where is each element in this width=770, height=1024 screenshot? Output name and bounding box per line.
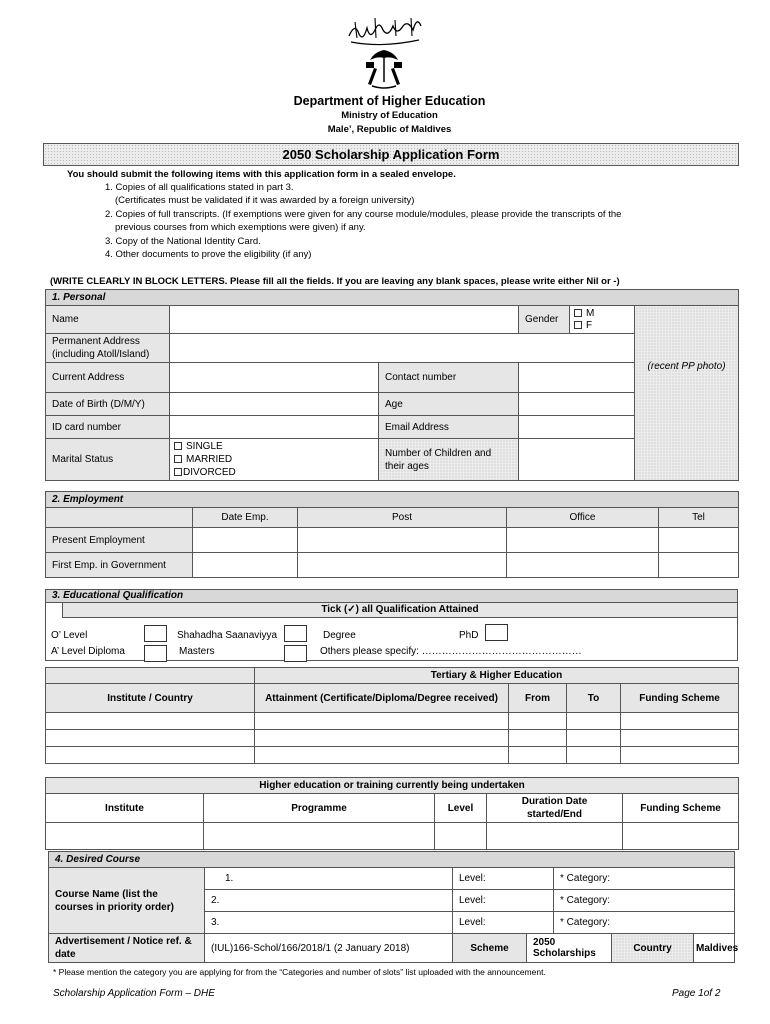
training-cell[interactable]	[623, 823, 739, 850]
instructions-intro: You should submit the following items with this application form in a sealed envelope.	[67, 169, 456, 180]
course-3-level[interactable]: Level:	[453, 912, 554, 934]
department-title: Department of Higher Education	[293, 94, 486, 108]
country-label: Country	[612, 934, 694, 963]
col-duration: Duration Date started/End	[487, 794, 623, 823]
checkbox-icon	[574, 321, 582, 329]
tertiary-cell[interactable]	[255, 713, 509, 730]
tertiary-cell[interactable]	[46, 747, 255, 764]
age-field[interactable]	[519, 393, 635, 416]
training-cell[interactable]	[46, 823, 204, 850]
marital-status-label: Marital Status	[46, 439, 170, 481]
form-title: 2050 Scholarship Application Form	[43, 143, 739, 166]
tertiary-cell[interactable]	[509, 713, 567, 730]
col-funding: Funding Scheme	[623, 794, 739, 823]
course-1-field[interactable]: 1.	[205, 868, 453, 890]
tertiary-cell[interactable]	[509, 747, 567, 764]
tertiary-cell[interactable]	[255, 747, 509, 764]
course-1-category[interactable]: * Category:	[554, 868, 735, 890]
name-label: Name	[46, 306, 170, 334]
masters-label: Masters	[179, 646, 215, 657]
id-card-field[interactable]	[170, 416, 379, 439]
employment-cell[interactable]	[659, 553, 739, 578]
tertiary-cell[interactable]	[621, 713, 739, 730]
national-emblem-icon	[364, 46, 404, 90]
gender-options	[570, 306, 635, 334]
training-cell[interactable]	[487, 823, 623, 850]
desired-course-heading: 4. Desired Course	[49, 852, 735, 868]
training-cell[interactable]	[435, 823, 487, 850]
employment-cell[interactable]	[298, 553, 507, 578]
instruction-item: previous courses from which exemptions were given) if any.	[115, 222, 366, 233]
tertiary-cell[interactable]	[567, 713, 621, 730]
employment-section	[45, 491, 739, 578]
bismillah-calligraphy	[345, 14, 425, 48]
marital-option-divorced[interactable]: DIVORCED	[174, 466, 372, 479]
footer-left: Scholarship Application Form – DHE	[53, 988, 215, 999]
col-date-emp: Date Emp.	[193, 508, 298, 528]
instruction-item: (Certificates must be validated if it was awarded by a foreign university)	[115, 195, 415, 206]
tertiary-cell[interactable]	[46, 730, 255, 747]
dob-field[interactable]	[170, 393, 379, 416]
current-address-field[interactable]	[170, 363, 379, 393]
tertiary-cell[interactable]	[621, 747, 739, 764]
block-letters-note: (WRITE CLEARLY IN BLOCK LETTERS. Please fill all the fields. If you are leaving any blank spaces, please write either Nil or -)	[50, 276, 620, 287]
children-label: Number of Children and their ages	[379, 439, 519, 481]
col-funding-scheme: Funding Scheme	[621, 684, 739, 713]
current-address-label: Current Address	[46, 363, 170, 393]
masters-checkbox[interactable]	[284, 645, 307, 662]
desired-course-table	[48, 851, 739, 963]
permanent-address-field[interactable]	[170, 334, 635, 363]
checkbox-icon	[174, 442, 182, 450]
checkbox-icon	[174, 468, 182, 476]
id-card-label: ID card number	[46, 416, 170, 439]
col-tel: Tel	[659, 508, 739, 528]
phd-label: PhD	[459, 630, 479, 641]
personal-heading: 1. Personal	[46, 290, 739, 306]
marital-options	[170, 439, 379, 481]
checkbox-icon	[174, 455, 182, 463]
employment-cell[interactable]	[193, 553, 298, 578]
alevel-diploma-checkbox[interactable]	[144, 645, 167, 662]
olevel-checkbox[interactable]	[144, 625, 167, 642]
tertiary-cell[interactable]	[509, 730, 567, 747]
course-1-level[interactable]: Level:	[453, 868, 554, 890]
employment-cell[interactable]	[659, 528, 739, 553]
alevel-diploma-label: A’ Level Diploma	[51, 646, 125, 657]
current-training-table	[45, 777, 739, 850]
employment-cell[interactable]	[507, 553, 659, 578]
marital-option-single[interactable]: SINGLE	[174, 440, 372, 453]
tertiary-cell[interactable]	[46, 713, 255, 730]
present-employment-label: Present Employment	[46, 528, 193, 553]
gender-option-f[interactable]: F	[574, 320, 628, 332]
instruction-item: 4. Other documents to prove the eligibility (if any)	[105, 249, 312, 260]
email-field[interactable]	[519, 416, 635, 439]
training-cell[interactable]	[204, 823, 435, 850]
col-to: To	[567, 684, 621, 713]
col-office: Office	[507, 508, 659, 528]
instruction-item: 2. Copies of full transcripts. (If exemptions were given for any course module/modules, please provide the transcripts of the	[105, 209, 622, 220]
advert-label: Advertisement / Notice ref. & date	[49, 934, 205, 963]
tick-header: Tick (✓) all Qualification Attained	[62, 603, 738, 618]
col-institute-country: Institute / Country	[46, 684, 255, 713]
location-title: Male’, Republic of Maldives	[327, 124, 452, 135]
col-institute: Institute	[46, 794, 204, 823]
col-programme: Programme	[204, 794, 435, 823]
col-post: Post	[298, 508, 507, 528]
tertiary-spacer	[46, 668, 255, 684]
first-employment-label: First Emp. in Government	[46, 553, 193, 578]
footnote: * Please mention the category you are applying for from the “Categories and number of slots” list uploaded with the announcement.	[53, 967, 546, 977]
course-3-field[interactable]: 3.	[205, 912, 453, 934]
tertiary-cell[interactable]	[621, 730, 739, 747]
course-2-category[interactable]: * Category:	[554, 890, 735, 912]
col-attainment: Attainment (Certificate/Diploma/Degree received)	[255, 684, 509, 713]
age-label: Age	[379, 393, 519, 416]
page-number: Page 1of 2	[672, 988, 721, 999]
gender-option-m[interactable]: M	[574, 308, 628, 320]
scheme-label: Scheme	[453, 934, 527, 963]
employment-heading: 2. Employment	[46, 492, 739, 508]
current-training-header: Higher education or training currently being undertaken	[46, 778, 739, 794]
employment-cell[interactable]	[507, 528, 659, 553]
advert-value: (IUL)166-Schol/166/2018/1 (2 January 2018)	[205, 934, 453, 963]
gender-label: Gender	[519, 306, 570, 334]
instruction-item: 1. Copies of all qualifications stated in part 3.	[105, 182, 294, 193]
shahadha-label: Shahadha Saanaviyya	[177, 630, 278, 641]
col-level: Level	[435, 794, 487, 823]
phd-checkbox[interactable]	[485, 624, 508, 641]
dob-label: Date of Birth (D/M/Y)	[46, 393, 170, 416]
employment-corner	[46, 508, 193, 528]
marital-option-married[interactable]: MARRIED	[174, 453, 372, 466]
tertiary-cell[interactable]	[567, 747, 621, 764]
personal-section	[45, 289, 739, 481]
employment-cell[interactable]	[193, 528, 298, 553]
shahadha-checkbox[interactable]	[284, 625, 307, 642]
ministry-title: Ministry of Education	[341, 110, 438, 121]
tertiary-cell[interactable]	[567, 730, 621, 747]
email-label: Email Address	[379, 416, 519, 439]
country-value: Maldives	[694, 934, 735, 963]
contact-number-field[interactable]	[519, 363, 635, 393]
olevel-label: O’ Level	[51, 630, 88, 641]
contact-number-label: Contact number	[379, 363, 519, 393]
others-label[interactable]: Others please specify: …………………………………………	[320, 646, 582, 657]
name-field[interactable]	[170, 306, 519, 334]
instruction-item: 3. Copy of the National Identity Card.	[105, 236, 261, 247]
permanent-address-label: Permanent Address (including Atoll/Island)	[46, 334, 170, 363]
tertiary-cell[interactable]	[255, 730, 509, 747]
checkbox-icon	[574, 309, 582, 317]
children-field[interactable]	[519, 439, 635, 481]
education-heading: 3. Educational Qualification	[45, 589, 738, 603]
scheme-value: 2050 Scholarships	[527, 934, 612, 963]
degree-label: Degree	[323, 630, 356, 641]
course-2-level[interactable]: Level:	[453, 890, 554, 912]
course-2-field[interactable]: 2.	[205, 890, 453, 912]
col-from: From	[509, 684, 567, 713]
tertiary-header: Tertiary & Higher Education	[255, 668, 739, 684]
course-name-label: Course Name (list the courses in priority order)	[49, 868, 205, 934]
course-3-category[interactable]: * Category:	[554, 912, 735, 934]
photo-box: (recent PP photo)	[635, 306, 739, 481]
tertiary-table	[45, 667, 739, 764]
employment-cell[interactable]	[298, 528, 507, 553]
